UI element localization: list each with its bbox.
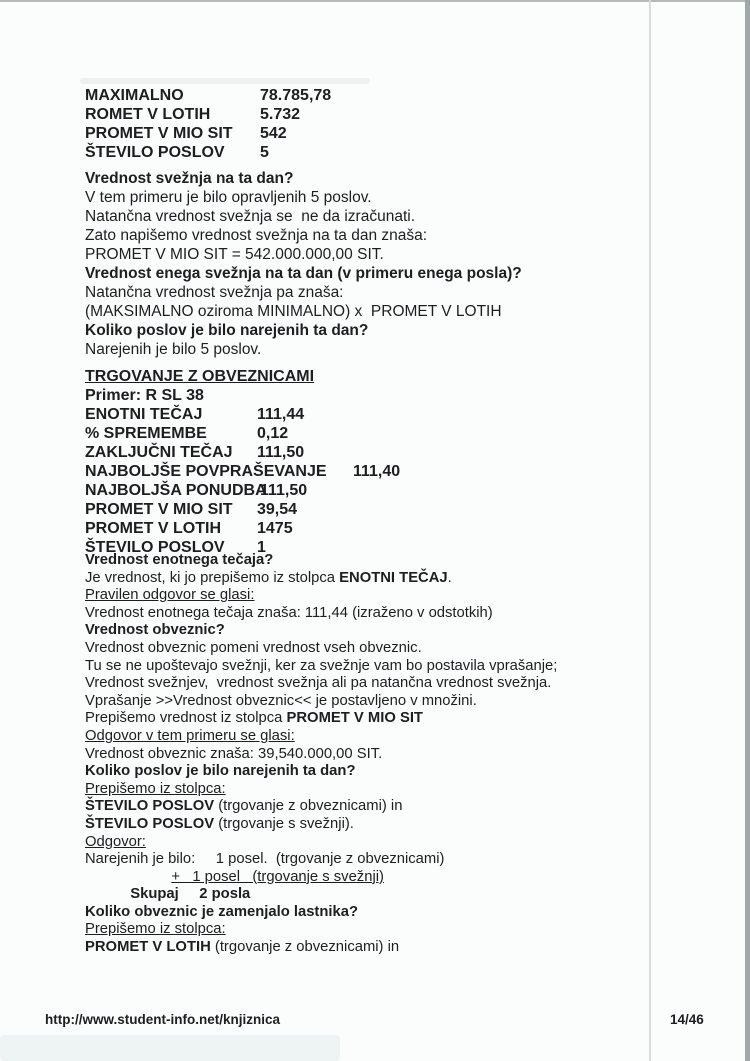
text-segment: Narejenih je bilo: 1 posel. (trgovanje z obveznicami) [85,851,445,868]
text-line [85,921,557,939]
text-segment: (MAKSIMALNO oziroma MINIMALNO) x PROMET V LOTIH [85,303,502,320]
text-segment: ENOTNI TEČAJ [339,569,448,586]
row-value: 111,50 [257,444,305,461]
row-label: ENOTNI TEČAJ [85,406,203,423]
scan-top-edge [0,0,750,2]
data-row [85,462,401,481]
row-label: PROMET V LOTIH [85,520,221,537]
text-line [85,188,522,207]
bond-example-label: Primer: R SL 38 [85,387,204,404]
qa-paragraph [85,552,557,957]
row-value: 111,40 [353,463,401,480]
row-value: 111,50 [260,482,308,499]
text-segment: Vrednost svežnjev, vrednost svežnja ali pa natančna vrednost svežnja. [85,675,552,692]
text-line [85,939,557,957]
row-value: 1 [257,539,266,556]
text-line [85,869,557,887]
text-line [85,552,557,570]
text-segment: V tem primeru je bilo opravljenih 5 poslov. [85,189,372,206]
footer [0,1012,750,1030]
text-line [85,798,557,816]
footer-url: http://www.student-info.net/knjiznica [45,1012,280,1027]
row-label: PROMET V MIO SIT [85,501,233,518]
text-segment: Natančna vrednost svežnja se ne da izračunati. [85,208,415,225]
text-segment: Natančna vrednost svežnja pa znaša: [85,284,344,301]
page-number: 14/46 [670,1012,704,1027]
text-segment: Vrednost enega svežnja na ta dan (v primeru enega posla)? [85,265,522,282]
text-segment: Odgovor v tem primeru se glasi: [85,727,295,744]
data-row [85,500,327,519]
text-segment: Prepišemo vrednost iz stolpca [85,710,287,727]
row-value: 0,12 [257,425,289,442]
text-segment: Koliko obveznic je zamenjalo lastnika? [85,903,358,920]
text-line [85,904,557,922]
data-row [85,405,327,424]
text-segment: Vrednost obveznic? [85,622,225,639]
row-label: NAJBOLJŠE POVPRAŠEVANJE [85,463,327,480]
text-segment: Zato napišemo vrednost svežnja na ta dan znaša: [85,227,428,244]
text-line [85,302,522,321]
text-line [85,834,557,852]
text-segment: Tu se ne upoštevajo svežnji, ker za svežnje vam bo postavila vprašanje; [85,657,558,674]
text-segment: (trgovanje s svežnji). [214,815,354,832]
row-label: NAJBOLJŠA PONUDBA [85,482,267,499]
text-segment: . [447,569,452,586]
row-value: 1475 [257,520,293,537]
text-segment: Koliko poslov je bilo narejenih ta dan? [85,763,356,780]
text-segment: ŠTEVILO POSLOV [85,815,215,832]
text-segment: Vrednost obveznic znaša: 39,540.000,00 SIT. [85,745,383,762]
text-line [85,640,557,658]
text-segment: + 1 posel (trgovanje s svežnji) [171,868,384,885]
text-segment: Vrednost svežnja na ta dan? [85,170,294,187]
text-line [85,169,522,188]
row-value: 39,54 [257,501,298,518]
bundle-value-paragraph [85,169,522,359]
row-value: 5.732 [260,106,301,123]
row-label: ŠTEVILO POSLOV [85,144,225,161]
text-line [85,781,557,799]
text-line [85,245,522,264]
text-line [85,710,557,728]
row-label: MAXIMALNO [85,87,184,104]
text-line [85,605,557,623]
text-segment: Je vrednost, ki jo prepišemo iz stolpca [85,569,340,586]
text-line [85,570,557,588]
row-label: ŠTEVILO POSLOV [85,539,225,556]
text-line [85,587,557,605]
text-line [85,763,557,781]
ink-bleed-ghost [80,78,370,84]
row-label: ROMET V LOTIH [85,106,211,123]
data-row [85,481,327,500]
data-row [85,443,327,462]
text-segment: PROMET V MIO SIT = 542.000.000,00 SIT. [85,246,384,263]
data-row [85,124,287,143]
text-segment: Vrednost obveznic pomeni vrednost vseh obveznic. [85,639,422,656]
text-segment: PROMET V LOTIH [85,939,211,956]
text-line [85,886,557,904]
bond-trading-block [85,367,401,557]
text-segment: Prepišemo iz stolpca: [85,780,226,797]
text-line [85,851,557,869]
text-segment: Vprašanje >>Vrednost obveznic<< je postavljeno v množini. [85,692,477,709]
bond-section-title: TRGOVANJE Z OBVEZNICAMI [85,368,315,385]
row-value: 5 [260,144,269,161]
text-line [85,226,522,245]
row-label: % SPREMEMBE [85,425,207,442]
text-segment: Skupaj 2 posla [85,886,251,903]
page-fold-line [649,0,651,1061]
market-summary-block [85,86,332,162]
row-value: 78.785,78 [260,87,332,104]
text-segment: Pravilen odgovor se glasi: [85,587,255,604]
text-segment: Vrednost enotnega tečaja znaša: 111,44 (izraženo v odstotkih) [85,604,493,621]
text-segment: PROMET V MIO SIT [286,710,423,727]
text-line [85,693,557,711]
row-label: ZAKLJUČNI TEČAJ [85,444,233,461]
data-row [85,424,327,443]
text-segment: (trgovanje z obveznicami) in [210,939,400,956]
bond-table [85,405,401,557]
text-line [85,728,557,746]
text-line [85,746,557,764]
data-row [85,143,269,162]
text-line [85,321,522,340]
scan-smudge [0,1035,340,1061]
text-segment: Narejenih je bilo 5 poslov. [85,341,262,358]
text-segment: Odgovor: [85,833,146,850]
text-line [85,675,557,693]
text-line [85,658,557,676]
text-segment: (trgovanje z obveznicami) in [214,798,403,815]
data-row [85,519,327,538]
text-segment [85,869,171,885]
data-row [85,86,332,105]
text-segment: Vrednost enotnega tečaja? [85,552,274,568]
row-value: 542 [260,125,287,142]
text-line [85,816,557,834]
row-label: PROMET V MIO SIT [85,125,233,142]
data-row [85,105,301,124]
text-segment: Prepišemo iz stolpca: [85,921,226,938]
text-line [85,207,522,226]
text-segment: Koliko poslov je bilo narejenih ta dan? [85,322,369,339]
text-line [85,340,522,359]
row-value: 111,44 [257,406,305,423]
text-line [85,622,557,640]
text-line [85,264,522,283]
scan-right-edge [745,0,750,1061]
text-line [85,283,522,302]
text-segment: ŠTEVILO POSLOV [85,798,215,815]
